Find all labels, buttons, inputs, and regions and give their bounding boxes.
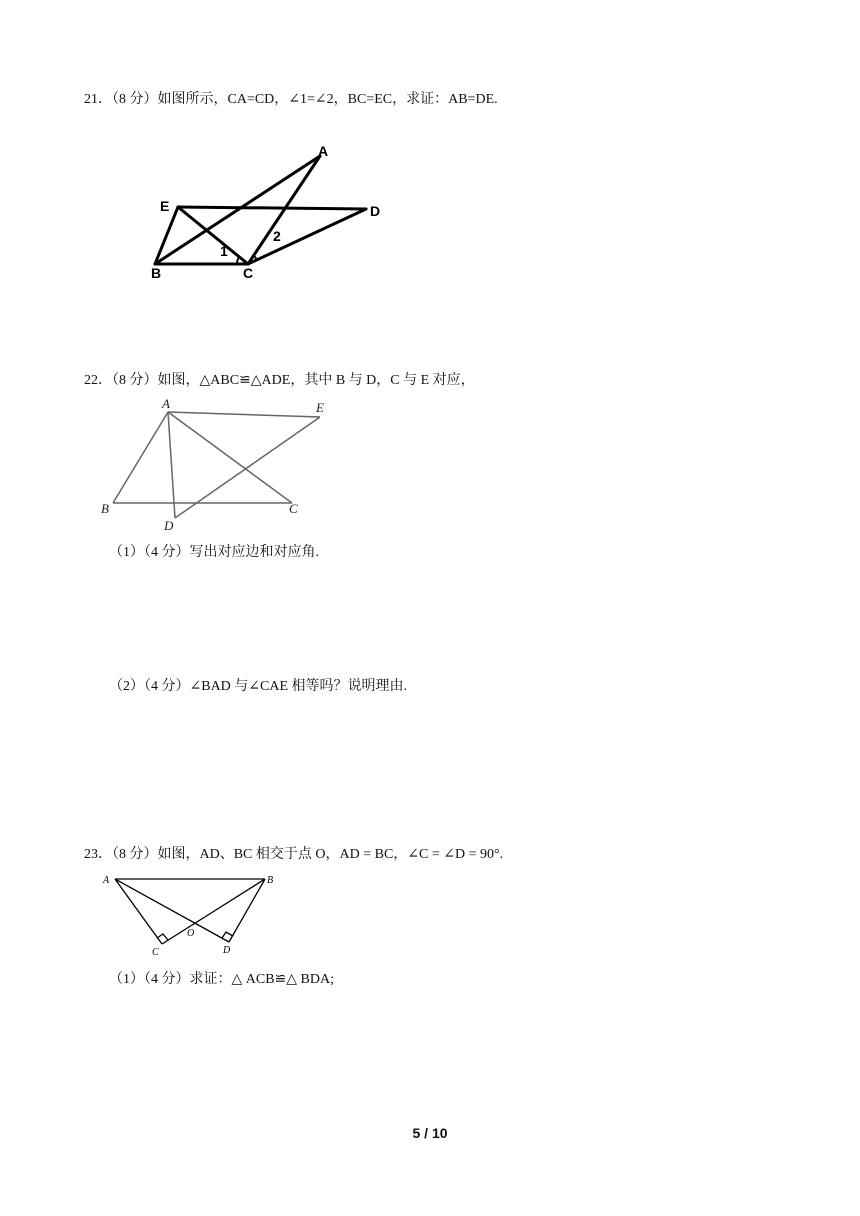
segment-AC xyxy=(115,879,162,944)
label-B: B xyxy=(101,501,109,516)
figure-q23 xyxy=(98,870,288,962)
label-D: D xyxy=(223,945,231,956)
label-E: E xyxy=(316,400,324,415)
label-C: C xyxy=(289,501,298,516)
label-angle-2: 2 xyxy=(273,228,281,244)
question-22-part-1: （1）（4 分）写出对应边和对应角. xyxy=(109,545,319,560)
segment-AB xyxy=(113,412,168,503)
segment-EC xyxy=(178,207,248,264)
label-D: D xyxy=(164,518,174,533)
label-C: C xyxy=(243,265,254,281)
label-A: A xyxy=(103,875,110,886)
label-O: O xyxy=(187,928,195,939)
label-D: D xyxy=(370,203,381,219)
question-22-part-2: （2）（4 分）∠BAD 与∠CAE 相等吗？说明理由. xyxy=(109,679,408,694)
label-B: B xyxy=(267,875,274,886)
question-22-text: 22．（8 分）如图，△ABC≌△ADE，其中 B 与 D，C 与 E 对应， xyxy=(84,373,475,388)
question-23-text: 23．（8 分）如图，AD、BC 相交于点 O，AD = BC，∠C = ∠D = 90°. xyxy=(84,847,504,862)
label-C: C xyxy=(152,947,159,958)
figure-q22 xyxy=(95,395,345,540)
segment-BD xyxy=(229,879,265,942)
label-A: A xyxy=(318,143,329,159)
segment-AE xyxy=(168,412,320,417)
segment-AC xyxy=(168,412,292,503)
segment-AD xyxy=(115,879,229,942)
segment-AD xyxy=(168,412,175,518)
label-angle-1: 1 xyxy=(220,243,228,259)
question-23-part-1: （1）（4 分）求证：△ ACB≌△ BDA; xyxy=(109,972,334,987)
page-number: 5 / 10 xyxy=(412,1125,448,1141)
label-B: B xyxy=(151,265,162,281)
segment-BC xyxy=(162,879,265,944)
label-A: A xyxy=(162,396,170,411)
segment-ED xyxy=(178,207,366,209)
label-E: E xyxy=(160,198,170,214)
question-21-text: 21．（8 分）如图所示，CA=CD，∠1=∠2，BC=EC，求证：AB=DE. xyxy=(84,92,498,107)
figure-q21 xyxy=(140,138,400,288)
